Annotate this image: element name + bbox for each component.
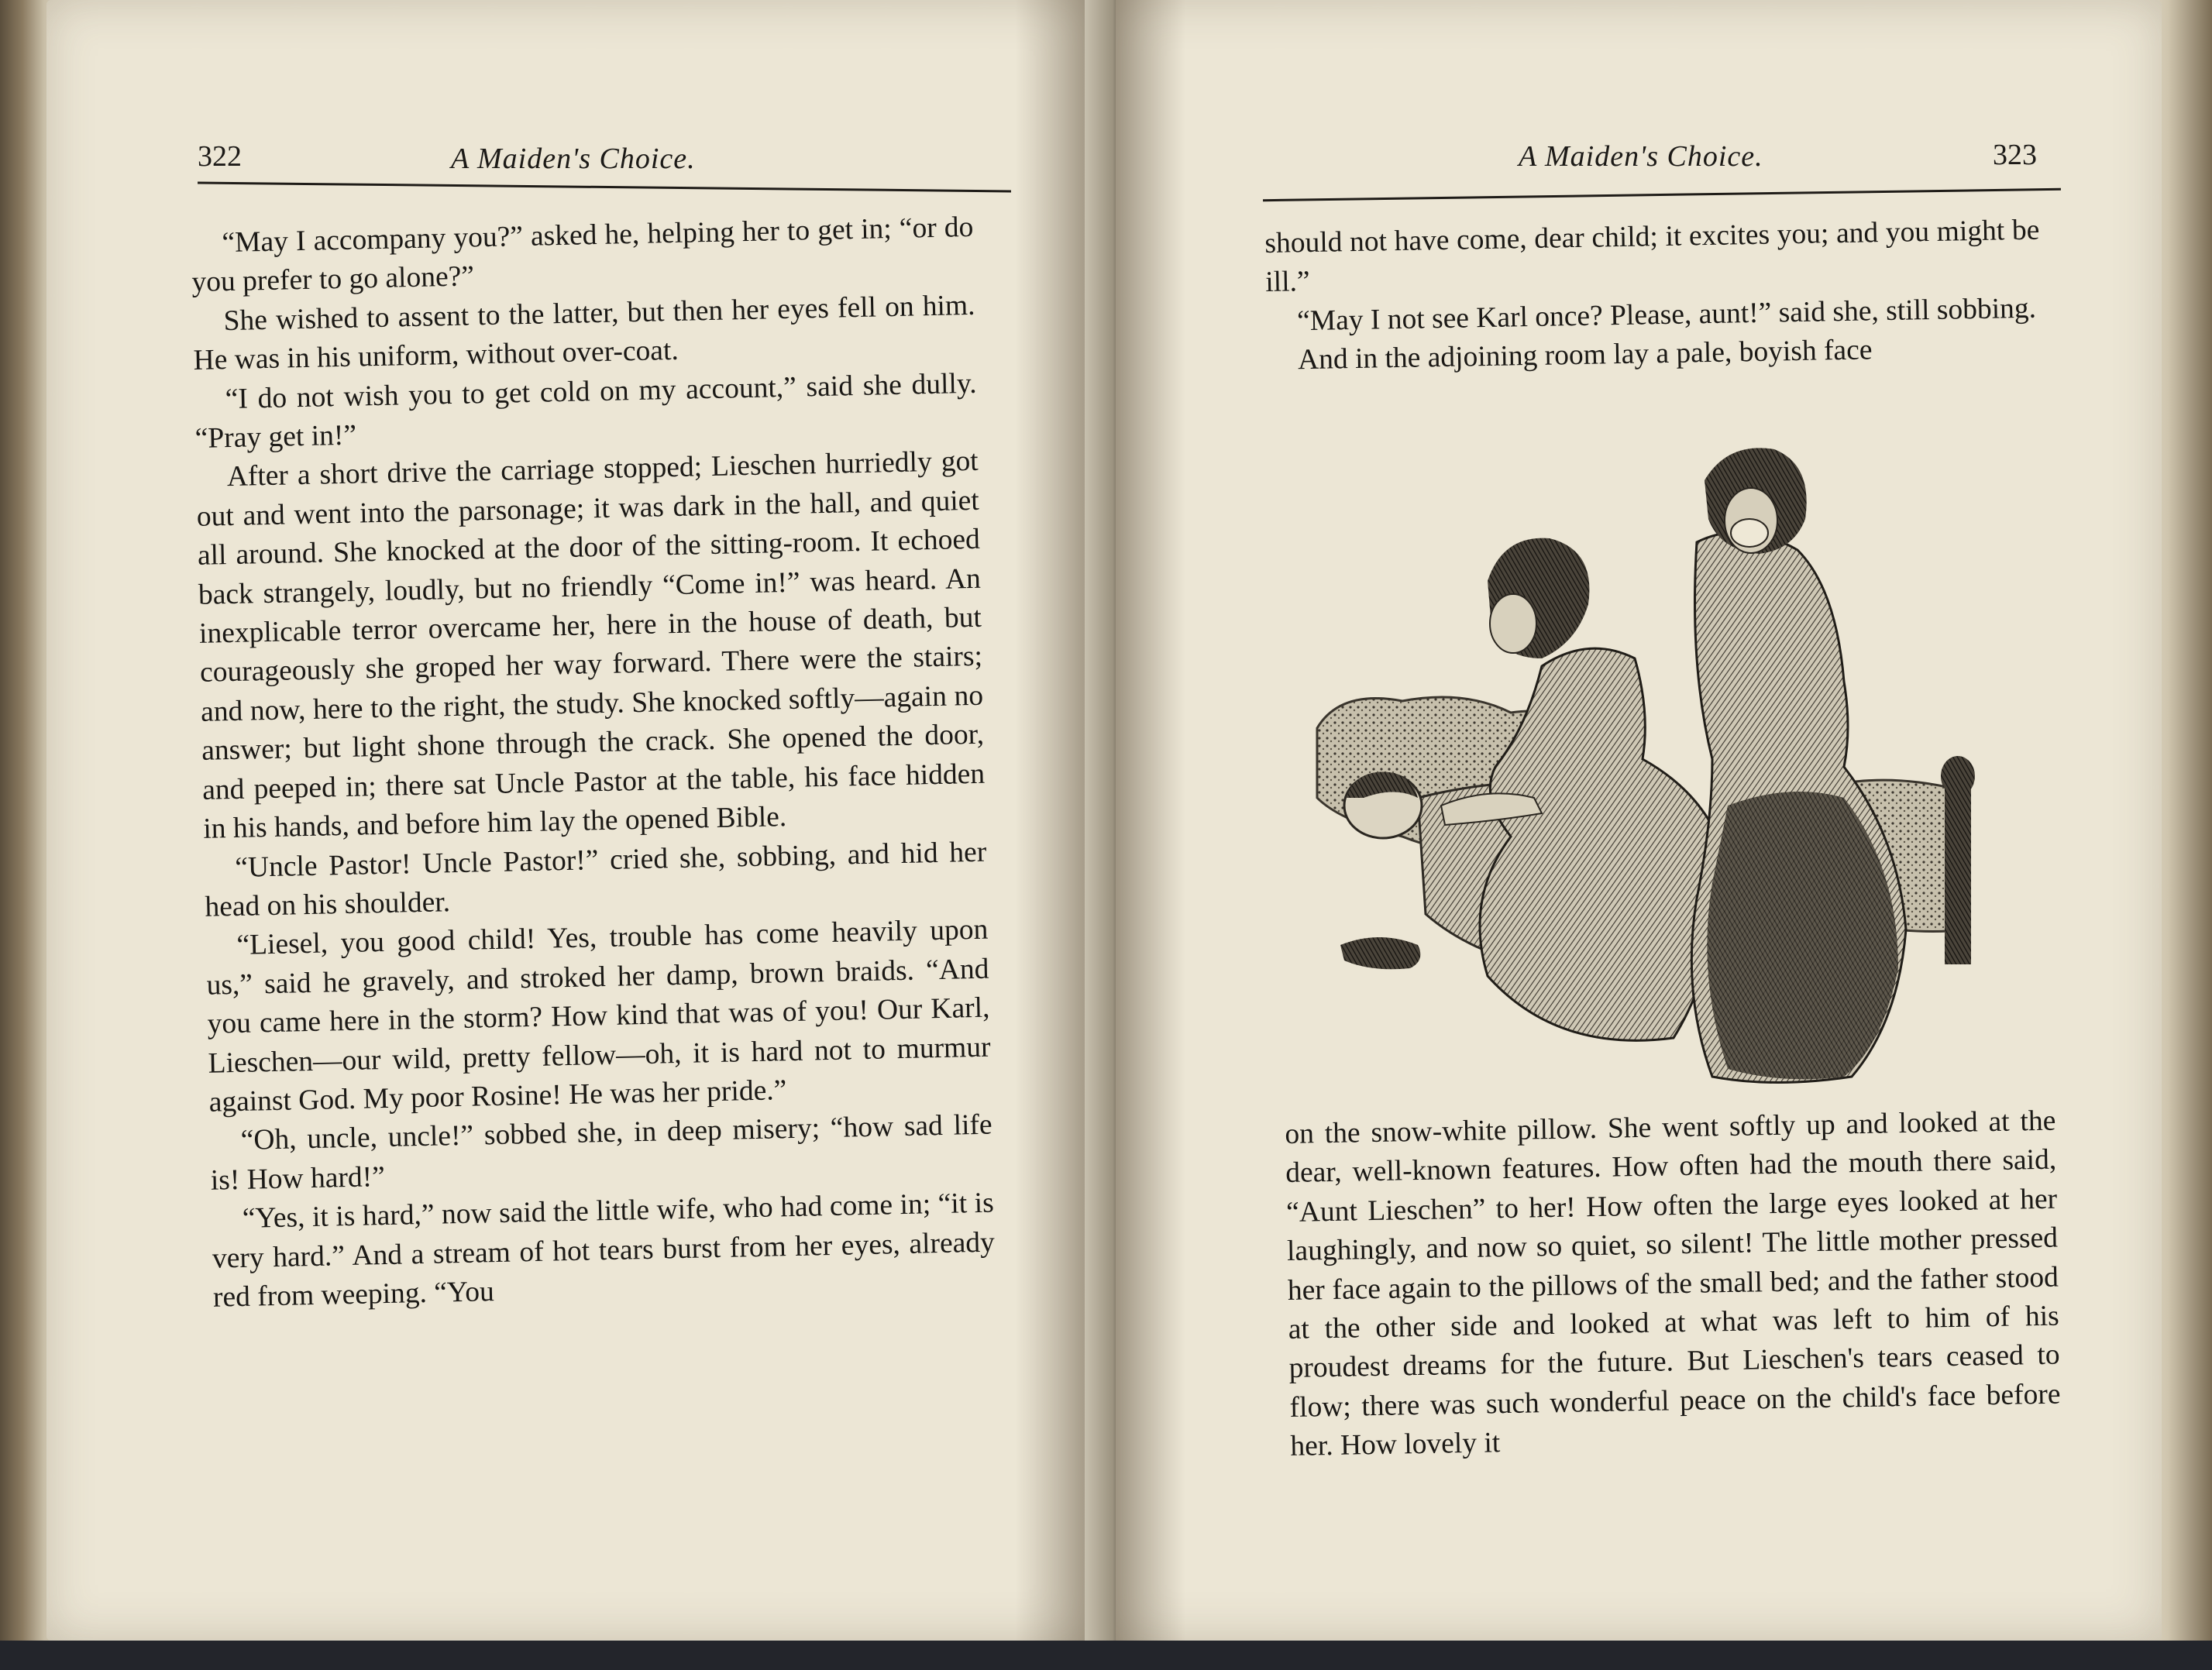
header-rule (198, 182, 1011, 193)
running-title: A Maiden's Choice. (451, 143, 696, 175)
paragraph: “May I accompany you?” asked he, helping her to get in; “or do you prefer to go alone?” (191, 211, 974, 299)
right-page-body-top (1264, 211, 2042, 381)
bedpost-knob-shape (1941, 756, 1975, 796)
seated-woman-face-shape (1490, 594, 1536, 653)
paragraph: “Uncle Pastor! Uncle Pastor!” cried she, sobbing, and hid her head on his shoulder. (205, 836, 987, 923)
page-number: 323 (1993, 139, 2037, 171)
bedpost-shape (1945, 782, 1971, 964)
paragraph: should not have come, dear child; it excites you; and you might be ill.” (1264, 214, 2040, 299)
left-page-body (191, 208, 996, 1318)
handkerchief-shape (1731, 519, 1768, 547)
paragraph: “May I not see Karl once? Please, aunt!” said she, still sobbing. (1296, 292, 2037, 338)
paragraph: on the snow-white pillow. She went softly up and looked at the dear, well-known features. How often had the mouth there said, “Aunt Lieschen” to her! How often the large eyes looked at her laughingly, and now so quiet, so silent! The little mother pressed her face again to the pillows of the small bed; and the father stood at the other side and looked at what was left to him of his proudest dreams for the future. But Lieschen's tears ceased to flow; there was such wonderful peace on the child's face before her. How lovely it (1285, 1105, 2061, 1463)
paragraph: “Liesel, you good child! Yes, trouble has come heavily upon us,” said he gravely, and stroked her damp, brown braids. “And you came here in the storm? How kind that was of you! Our Karl, Lieschen—our wild, pretty fellow—oh, it is hard not to murmur against God. My poor Rosine! He was her pride.” (206, 913, 991, 1118)
mourning-scene-illustration (1309, 434, 2053, 1084)
scan-bottom-edge (0, 1641, 2212, 1670)
paragraph: “Oh, uncle, uncle!” sobbed she, in deep misery; “how sad life is! How hard!” (210, 1108, 993, 1197)
paragraph: After a short drive the carriage stopped; Lieschen hurriedly got out and went into the parsonage; it was dark in the hall, and quiet all around. She knocked at the door of the sitting-room. It echoed back strangely, loudly, but no friendly “Come in!” was heard. An inexplicable terror overcame her, here in the house of death, but courageously she groped her way forward. There were the stairs; and now, here to the right, the study. She knocked softly—again no answer; but light shone through the crack. She opened the door, and peeped in; there sat Uncle Pastor at the table, his face hidden in his hands, and before him lay the opened Bible. (196, 445, 986, 845)
right-page (1116, 0, 2162, 1641)
page-number: 322 (198, 140, 242, 173)
left-page (46, 0, 1085, 1641)
right-page-body-bottom (1285, 1102, 2062, 1467)
gutter-shadow (1116, 0, 1185, 1641)
paragraph: “Yes, it is hard,” now said the little wife, who had come in; “it is very hard.” And a stream of hot tears burst from her eyes, already red from weeping. “You (212, 1187, 996, 1314)
slipper-shape (1340, 937, 1420, 969)
paragraph: “I do not wish you to get cold on my account,” said she dully. “Pray get in!” (194, 367, 977, 455)
header-rule (1263, 188, 2061, 201)
seated-woman-body-shape (1480, 648, 1728, 1040)
paragraph: She wished to assent to the latter, but then her eyes fell on him. He was in his uniform, without over-coat. (193, 289, 975, 377)
gutter-shadow (1015, 0, 1085, 1641)
paragraph: And in the adjoining room lay a pale, boyish face (1297, 334, 1873, 376)
running-title: A Maiden's Choice. (1519, 140, 1763, 173)
